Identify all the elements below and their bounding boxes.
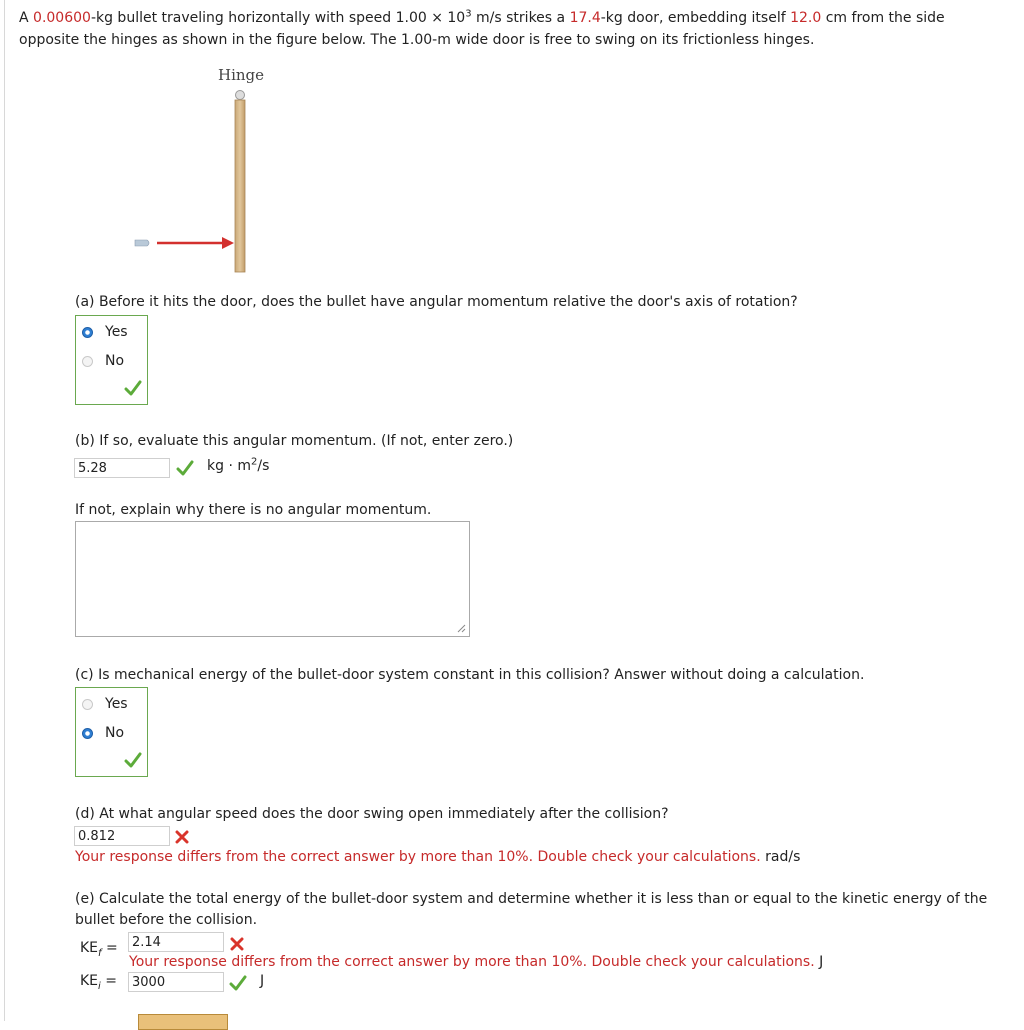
kei-label	[80, 973, 117, 992]
intro-text: cm from the side opposite the hinges as shown in the figure below. The 1.00-m wide door is free to swing on its frictionless hinges.	[19, 10, 945, 48]
part-d-unit: rad/s	[765, 849, 801, 865]
door-mass-value: 17.4	[569, 10, 601, 26]
hinge-icon	[236, 91, 245, 100]
unit-text: /s	[257, 458, 270, 474]
radio-unselected-icon[interactable]	[82, 356, 93, 367]
part-e-question: (e) Calculate the total energy of the bullet-door system and determine whether it is less than or equal to the kinetic energy of the bullet before the collision.	[75, 891, 988, 928]
kef-feedback-line	[129, 952, 823, 972]
option-label: No	[105, 353, 125, 369]
incorrect-x-icon	[230, 937, 244, 951]
ke-text: KE	[80, 973, 99, 989]
kei-answer-input[interactable]: 3000	[128, 972, 224, 992]
problem-statement	[19, 7, 1009, 51]
intro-text: -kg door, embedding itself	[600, 10, 791, 26]
incorrect-x-icon	[175, 830, 189, 844]
part-b-answer-input[interactable]: 5.28	[74, 458, 170, 478]
unit-exponent: 2	[250, 456, 258, 468]
part-d-feedback: Your response differs from the correct answer by more than 10%. Double check your calculations.	[75, 849, 761, 865]
radio-unselected-icon[interactable]	[82, 699, 93, 710]
part-a-options	[75, 315, 148, 405]
part-d-answer-input[interactable]: 0.812	[74, 826, 170, 846]
unit-text: kg · m	[207, 458, 251, 474]
part-a-option-no[interactable]	[82, 353, 124, 369]
ke-subscript: f	[98, 947, 102, 959]
checkmark-icon	[176, 460, 194, 476]
door-shape	[235, 100, 245, 272]
intro-text: m/s strikes a	[471, 10, 570, 26]
hinge-label: Hinge	[218, 66, 265, 84]
option-label: Yes	[105, 324, 128, 340]
option-label: No	[105, 725, 125, 741]
ke-subscript: i	[98, 980, 101, 992]
part-b-unit	[207, 458, 269, 474]
kef-label	[80, 940, 118, 959]
kef-unit: J	[819, 954, 824, 970]
resize-handle-icon[interactable]	[457, 624, 466, 633]
part-c-question: (c) Is mechanical energy of the bullet-door system constant in this collision? Answer without doing a calculation.	[75, 667, 865, 683]
ke-text: KE	[80, 940, 99, 956]
speed-exponent: 3	[465, 8, 472, 20]
distance-value: 12.0	[790, 10, 822, 26]
velocity-arrow-head	[222, 237, 234, 249]
kei-unit: J	[260, 973, 265, 989]
intro-text: A	[19, 10, 34, 26]
intro-text: -kg bullet traveling horizontally with speed 1.00 × 10	[90, 10, 466, 26]
equals-sign: =	[106, 940, 118, 956]
checkmark-icon	[229, 975, 247, 991]
part-d-feedback-line	[75, 847, 800, 867]
help-button[interactable]	[138, 1014, 228, 1030]
part-c-option-no[interactable]	[82, 725, 124, 741]
part-d-question: (d) At what angular speed does the door swing open immediately after the collision?	[75, 806, 669, 822]
radio-selected-icon[interactable]	[82, 327, 93, 338]
option-label: Yes	[105, 696, 128, 712]
part-b-question: (b) If so, evaluate this angular momentum. (If not, enter zero.)	[75, 433, 514, 449]
part-c-options	[75, 687, 148, 777]
part-c-option-yes[interactable]	[82, 696, 128, 712]
checkmark-icon	[124, 380, 142, 396]
part-a-question: (a) Before it hits the door, does the bullet have angular momentum relative the door's axis of rotation?	[75, 294, 798, 310]
equals-sign: =	[105, 973, 117, 989]
door-diagram	[120, 62, 320, 282]
part-a-option-yes[interactable]	[82, 324, 128, 340]
door-figure	[120, 62, 320, 282]
page-border	[4, 0, 5, 1021]
radio-selected-icon[interactable]	[82, 728, 93, 739]
bullet-mass-value: 0.00600	[33, 10, 91, 26]
checkmark-icon	[124, 752, 142, 768]
kef-answer-input[interactable]: 2.14	[128, 932, 224, 952]
explain-prompt: If not, explain why there is no angular momentum.	[75, 502, 432, 518]
bullet-icon	[135, 240, 149, 246]
explanation-textarea[interactable]	[75, 521, 470, 637]
kef-feedback: Your response differs from the correct answer by more than 10%. Double check your calculations.	[129, 954, 815, 970]
